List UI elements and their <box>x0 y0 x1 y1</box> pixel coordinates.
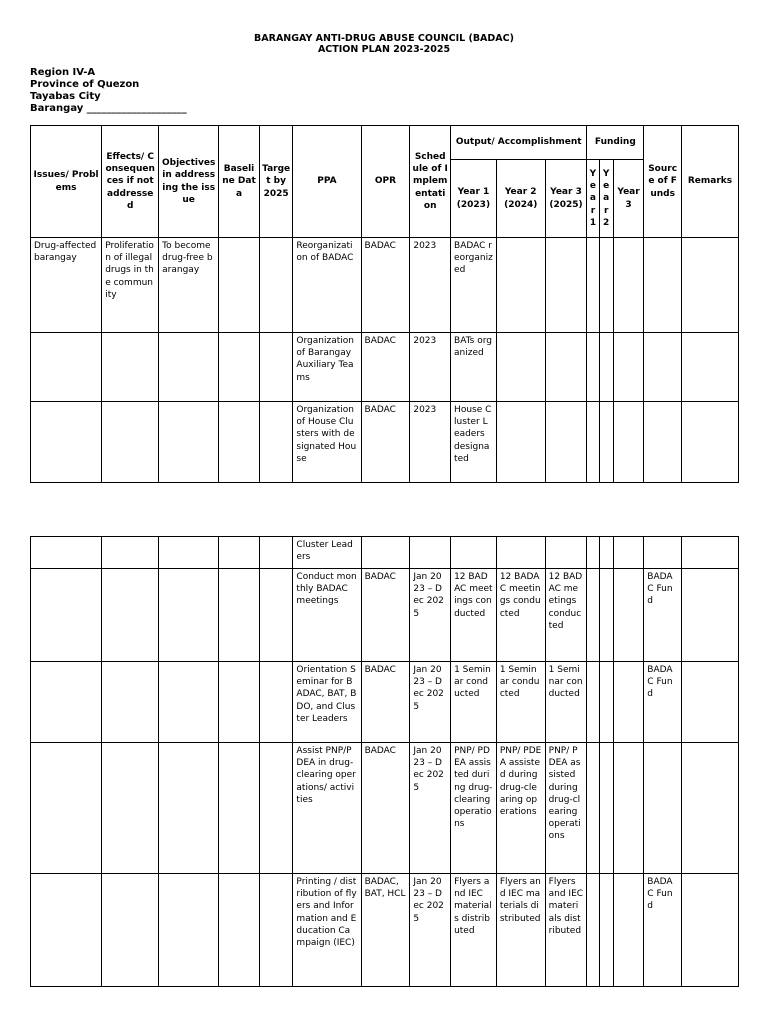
schedule-cell: Jan 2023 – Dec 2025 <box>410 743 451 874</box>
fund-year2-cell <box>599 333 613 402</box>
ppa-cell: Assist PNP/PDEA in drug-clearing operations/ activities <box>293 743 361 874</box>
ppa-cell: Organization of Barangay Auxiliary Teams <box>293 333 361 402</box>
output-year2-cell: 12 BADAC meetings conducted <box>496 569 545 662</box>
title-line-2: ACTION PLAN 2023-2025 <box>317 44 451 55</box>
objective-cell <box>159 402 219 483</box>
effect-cell: Proliferation of illegal drugs in the community <box>102 238 159 333</box>
col-funding-header: Funding <box>587 126 644 160</box>
output-year2-cell: Flyers and IEC materials distributed <box>496 874 545 987</box>
objective-cell <box>159 874 219 987</box>
output-year3-cell <box>545 537 587 569</box>
objective-cell: To become drug-free barangay <box>159 238 219 333</box>
fund-year1-cell <box>587 874 599 987</box>
objective-cell <box>159 662 219 743</box>
remarks-cell <box>681 238 738 333</box>
output-year3-cell <box>545 402 587 483</box>
fund-year1-cell <box>587 569 599 662</box>
schedule-cell <box>410 537 451 569</box>
output-year1-cell: 12 BADAC meetings conducted <box>451 569 497 662</box>
remarks-cell <box>681 402 738 483</box>
opr-cell: BADAC <box>361 662 410 743</box>
col-fund-year1-header: Year 1 <box>587 160 599 238</box>
effect-cell <box>102 537 159 569</box>
remarks-cell <box>681 662 738 743</box>
target-cell <box>259 569 293 662</box>
col-fund-year2-header: Year 2 <box>599 160 613 238</box>
source-cell: BADAC Fund <box>644 569 682 662</box>
baseline-cell <box>219 333 260 402</box>
fund-year3-cell <box>613 874 644 987</box>
fund-year2-cell <box>599 402 613 483</box>
output-year3-cell: 1 Seminar conducted <box>545 662 587 743</box>
col-remarks-header: Remarks <box>681 126 738 238</box>
target-cell <box>259 537 293 569</box>
target-cell <box>259 333 293 402</box>
ppa-cell: Conduct monthly BADAC meetings <box>293 569 361 662</box>
output-year2-cell <box>496 333 545 402</box>
fund-year1-cell <box>587 333 599 402</box>
objective-cell <box>159 537 219 569</box>
issue-cell <box>31 537 102 569</box>
opr-cell: BADAC <box>361 743 410 874</box>
issue-cell: Drug-affected barangay <box>31 238 102 333</box>
issue-cell <box>31 569 102 662</box>
effect-cell <box>102 333 159 402</box>
province-label: Province of Quezon <box>30 79 140 90</box>
location-block <box>30 67 187 115</box>
col-output-year2-header: Year 2 (2024) <box>496 160 545 238</box>
opr-cell: BADAC <box>361 402 410 483</box>
output-year3-cell <box>545 238 587 333</box>
schedule-cell: 2023 <box>410 402 451 483</box>
col-issues-header: Issues/ Problems <box>31 126 102 238</box>
opr-cell: BADAC <box>361 569 410 662</box>
fund-year3-cell <box>613 662 644 743</box>
col-baseline-header: Baseline Data <box>219 126 260 238</box>
opr-cell: BADAC, BAT, HCL <box>361 874 410 987</box>
table-row <box>31 743 739 874</box>
col-output-year1-header: Year 1 (2023) <box>451 160 497 238</box>
output-year1-cell <box>451 537 497 569</box>
output-year2-cell: PNP/ PDEA assisted during drug-clearing operations <box>496 743 545 874</box>
target-cell <box>259 402 293 483</box>
baseline-cell <box>219 569 260 662</box>
fund-year3-cell <box>613 402 644 483</box>
action-plan-table-page1 <box>30 125 739 483</box>
col-source-header: Source of Funds <box>644 126 682 238</box>
col-effects-header: Effects/ Consequences if not addressed <box>102 126 159 238</box>
fund-year3-cell <box>613 333 644 402</box>
effect-cell <box>102 743 159 874</box>
col-output-header: Output/ Accomplishment <box>451 126 587 160</box>
output-year2-cell: 1 Seminar conducted <box>496 662 545 743</box>
action-plan-table-page2 <box>30 536 739 987</box>
source-cell <box>644 333 682 402</box>
output-year1-cell: House Cluster Leaders designated <box>451 402 497 483</box>
effect-cell <box>102 662 159 743</box>
fund-year1-cell <box>587 537 599 569</box>
table-row <box>31 238 739 333</box>
objective-cell <box>159 333 219 402</box>
ppa-cell: Reorganization of BADAC <box>293 238 361 333</box>
barangay-label: Barangay ____________________ <box>30 103 187 114</box>
output-year2-cell <box>496 238 545 333</box>
baseline-cell <box>219 874 260 987</box>
source-cell: BADAC Fund <box>644 874 682 987</box>
fund-year2-cell <box>599 874 613 987</box>
remarks-cell <box>681 569 738 662</box>
fund-year3-cell <box>613 537 644 569</box>
opr-cell: BADAC <box>361 238 410 333</box>
fund-year2-cell <box>599 238 613 333</box>
source-cell: BADAC Fund <box>644 662 682 743</box>
fund-year3-cell <box>613 743 644 874</box>
objective-cell <box>159 743 219 874</box>
schedule-cell: 2023 <box>410 238 451 333</box>
target-cell <box>259 743 293 874</box>
opr-cell <box>361 537 410 569</box>
col-output-year3-header: Year 3 (2025) <box>545 160 587 238</box>
fund-year1-cell <box>587 662 599 743</box>
baseline-cell <box>219 537 260 569</box>
schedule-cell: Jan 2023 – Dec 2025 <box>410 874 451 987</box>
issue-cell <box>31 402 102 483</box>
table-row <box>31 537 739 569</box>
output-year1-cell: PNP/ PDEA assisted during drug-clearing operations <box>451 743 497 874</box>
fund-year3-cell <box>613 238 644 333</box>
remarks-cell <box>681 743 738 874</box>
ppa-cell: Organization of House Clusters with designated House <box>293 402 361 483</box>
ppa-cell: Cluster Leaders <box>293 537 361 569</box>
remarks-cell <box>681 537 738 569</box>
table-row <box>31 662 739 743</box>
col-fund-year3-header: Year 3 <box>613 160 644 238</box>
table-row <box>31 333 739 402</box>
col-schedule-header: Schedule of Implementation <box>410 126 451 238</box>
output-year2-cell <box>496 402 545 483</box>
target-cell <box>259 238 293 333</box>
fund-year2-cell <box>599 569 613 662</box>
fund-year2-cell <box>599 662 613 743</box>
fund-year3-cell <box>613 569 644 662</box>
baseline-cell <box>219 402 260 483</box>
region-label: Region IV-A <box>30 67 96 78</box>
output-year3-cell: PNP/ PDEA assisted during drug-clearing operations <box>545 743 587 874</box>
table-row <box>31 402 739 483</box>
baseline-cell <box>219 238 260 333</box>
fund-year1-cell <box>587 402 599 483</box>
issue-cell <box>31 743 102 874</box>
effect-cell <box>102 402 159 483</box>
col-ppa-header: PPA <box>293 126 361 238</box>
output-year3-cell <box>545 333 587 402</box>
output-year1-cell: BATs organized <box>451 333 497 402</box>
fund-year1-cell <box>587 238 599 333</box>
schedule-cell: Jan 2023 – Dec 2025 <box>410 662 451 743</box>
issue-cell <box>31 874 102 987</box>
fund-year1-cell <box>587 743 599 874</box>
output-year1-cell: BADAC reorganized <box>451 238 497 333</box>
schedule-cell: Jan 2023 – Dec 2025 <box>410 569 451 662</box>
source-cell <box>644 238 682 333</box>
remarks-cell <box>681 874 738 987</box>
table-row <box>31 569 739 662</box>
opr-cell: BADAC <box>361 333 410 402</box>
output-year1-cell: 1 Seminar conducted <box>451 662 497 743</box>
issue-cell <box>31 333 102 402</box>
objective-cell <box>159 569 219 662</box>
city-label: Tayabas City <box>30 91 101 102</box>
col-objectives-header: Objectives in addressing the issue <box>159 126 219 238</box>
baseline-cell <box>219 662 260 743</box>
remarks-cell <box>681 333 738 402</box>
output-year3-cell: Flyers and IEC materials distributed <box>545 874 587 987</box>
fund-year2-cell <box>599 743 613 874</box>
issue-cell <box>31 662 102 743</box>
source-cell <box>644 743 682 874</box>
effect-cell <box>102 874 159 987</box>
output-year1-cell: Flyers and IEC materials distributed <box>451 874 497 987</box>
source-cell <box>644 537 682 569</box>
target-cell <box>259 874 293 987</box>
col-target-header: Target by 2025 <box>259 126 293 238</box>
document-title <box>0 33 768 55</box>
title-line-1: BARANGAY ANTI-DRUG ABUSE COUNCIL (BADAC) <box>254 33 514 44</box>
ppa-cell: Orientation Seminar for BADAC, BAT, BDO, and Cluster Leaders <box>293 662 361 743</box>
baseline-cell <box>219 743 260 874</box>
output-year2-cell <box>496 537 545 569</box>
target-cell <box>259 662 293 743</box>
output-year3-cell: 12 BADAC meetings conducted <box>545 569 587 662</box>
source-cell <box>644 402 682 483</box>
effect-cell <box>102 569 159 662</box>
schedule-cell: 2023 <box>410 333 451 402</box>
fund-year2-cell <box>599 537 613 569</box>
ppa-cell: Printing / distribution of flyers and Information and Education Campaign (IEC) <box>293 874 361 987</box>
col-opr-header: OPR <box>361 126 410 238</box>
table-row <box>31 874 739 987</box>
